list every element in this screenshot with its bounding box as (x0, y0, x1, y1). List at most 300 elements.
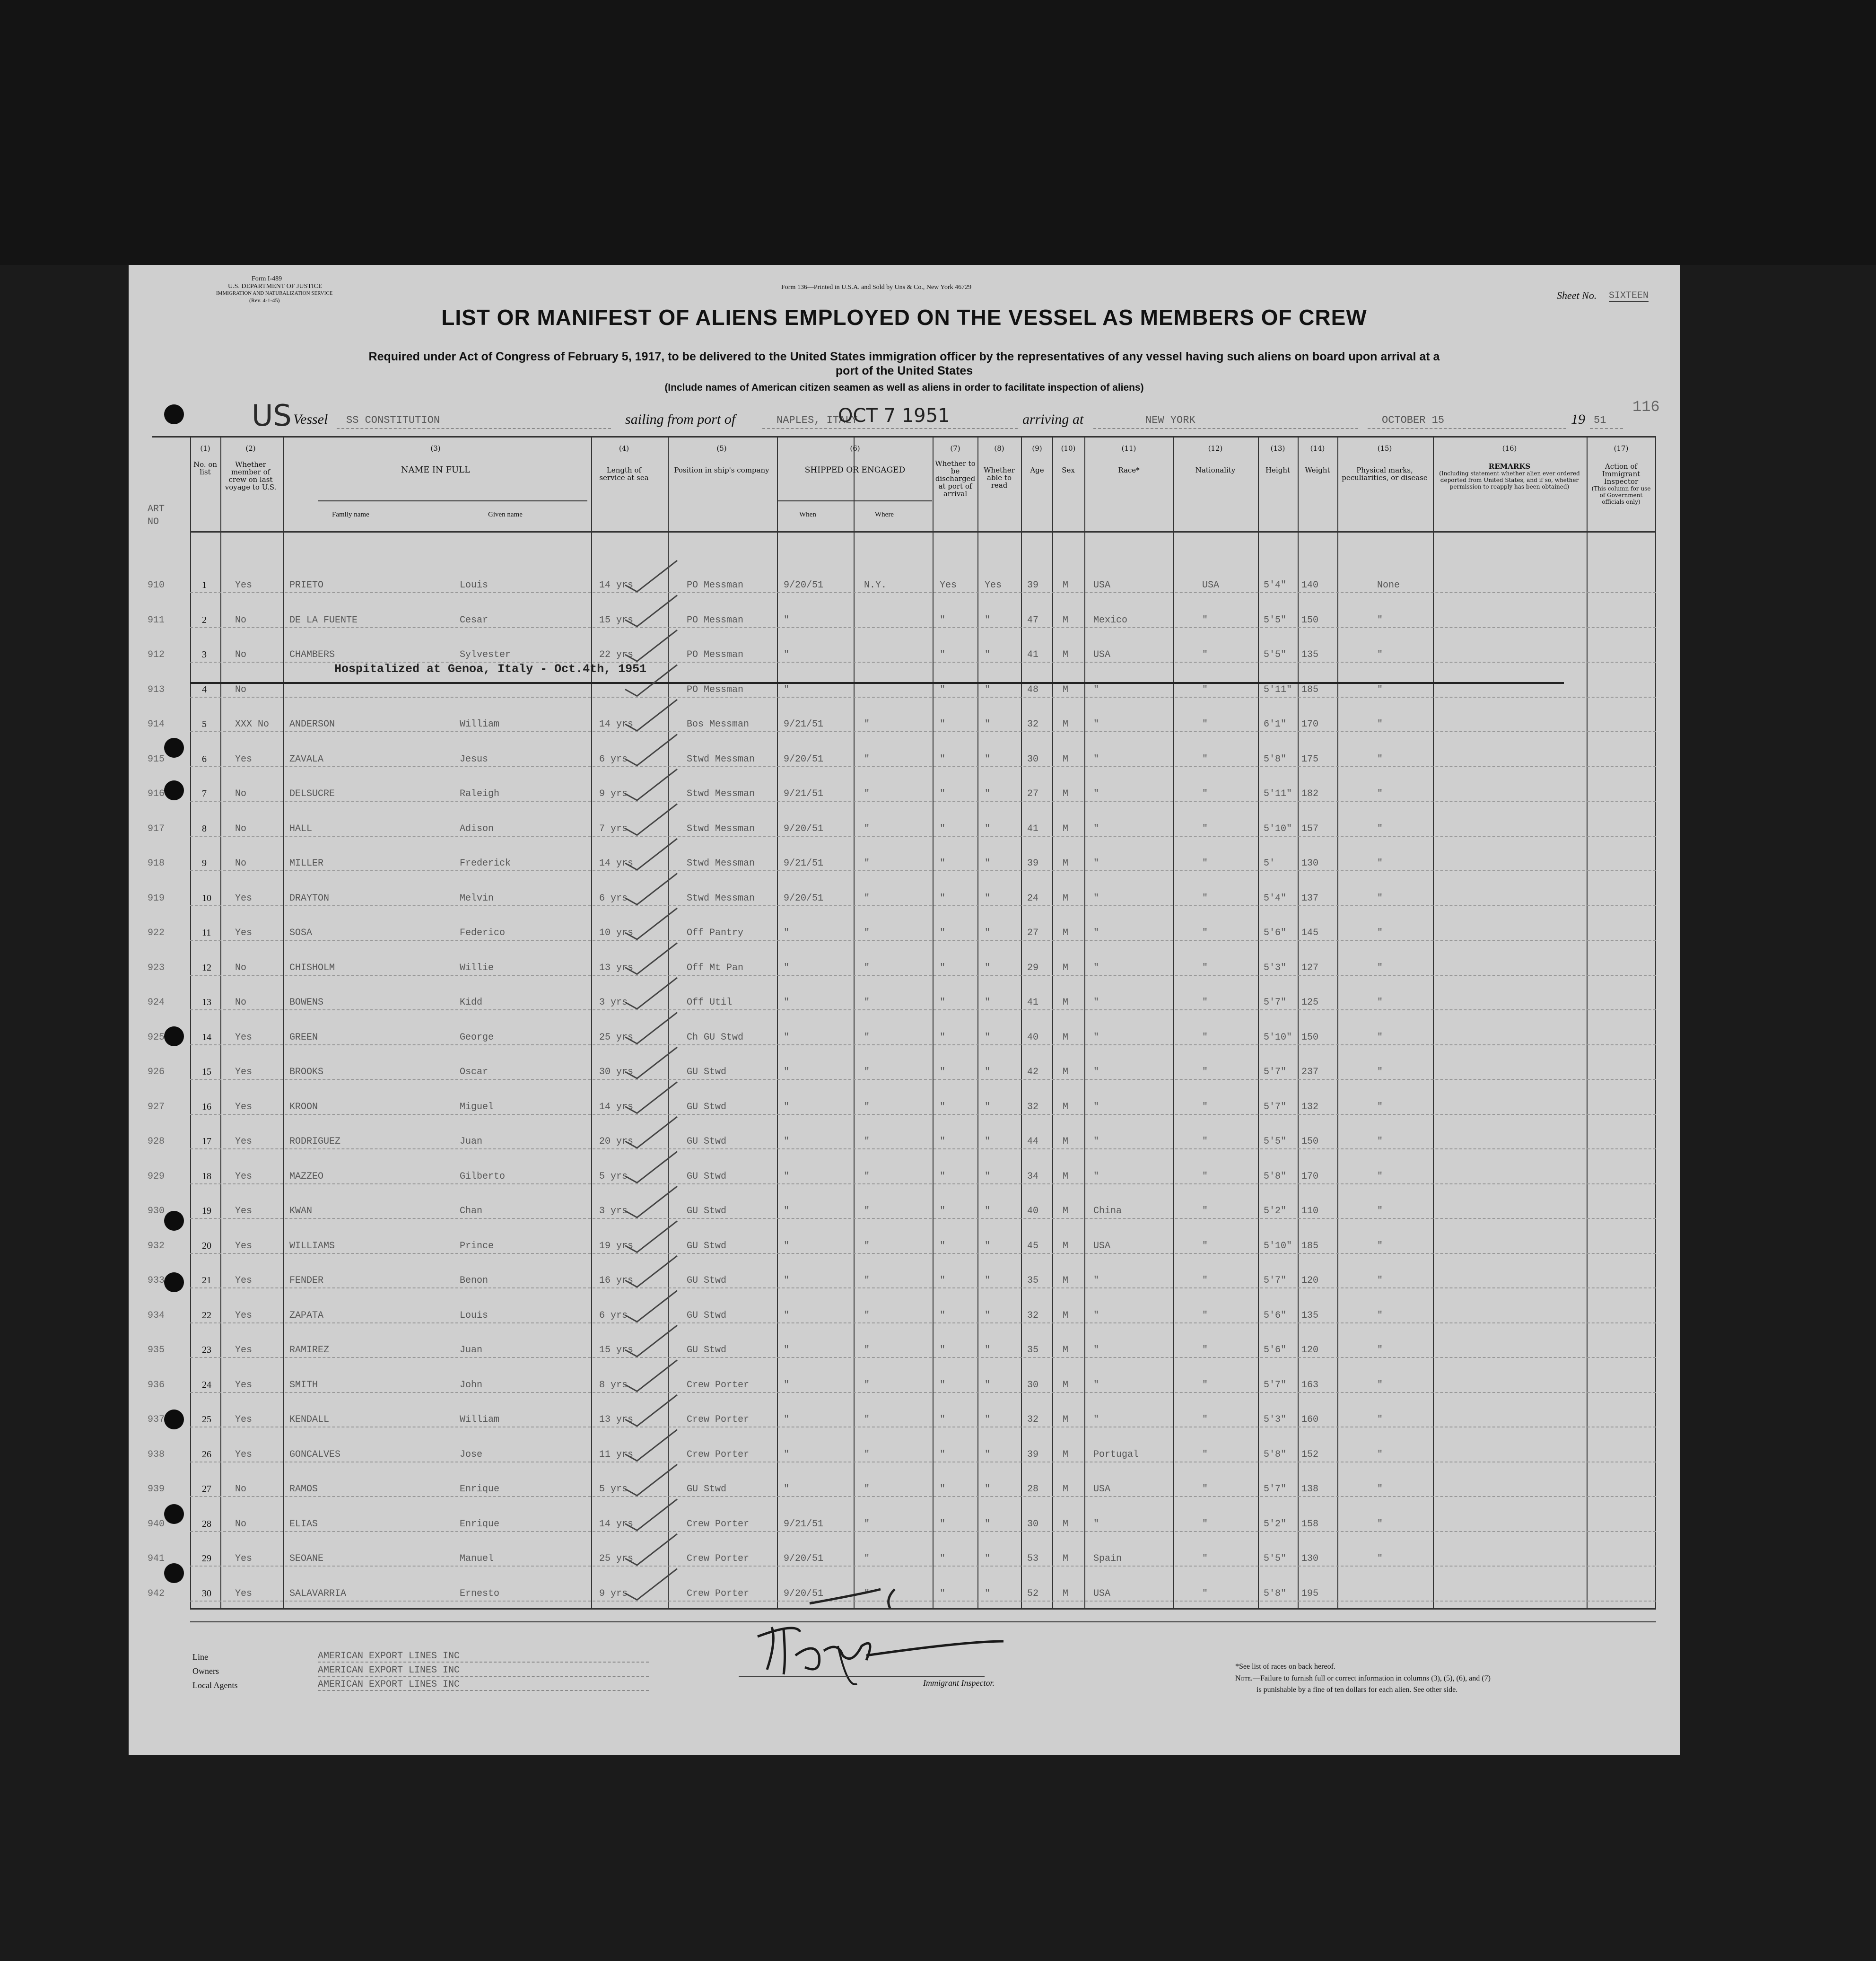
position: GU Stwd (687, 1310, 727, 1321)
age: 39 (1027, 858, 1039, 869)
position: Crew Porter (687, 1379, 750, 1391)
check-mark (625, 700, 677, 731)
race: USA (1093, 1588, 1111, 1599)
race: " (1093, 1518, 1099, 1530)
physical-marks: " (1377, 1136, 1383, 1147)
discharged: " (940, 1032, 946, 1043)
family-name: KENDALL (289, 1414, 330, 1425)
position: GU Stwd (687, 1345, 727, 1356)
physical-marks: " (1377, 1032, 1383, 1043)
race: " (1093, 753, 1099, 765)
weight: 132 (1301, 1101, 1319, 1112)
shipped-when: " (784, 1379, 790, 1391)
able-to-read: " (985, 1553, 991, 1564)
height: 5'8" (1264, 753, 1287, 765)
nationality: " (1202, 1310, 1208, 1321)
position: Off Util (687, 997, 733, 1008)
prev-voyage: Yes (235, 1136, 253, 1147)
given-name: Cesar (460, 614, 489, 626)
sex: M (1063, 823, 1069, 834)
nationality: " (1202, 1345, 1208, 1356)
art-number: 927 (148, 1101, 165, 1112)
position: GU Stwd (687, 1240, 727, 1252)
prev-voyage: Yes (235, 753, 253, 765)
arriving-port: NEW YORK (1145, 414, 1195, 426)
service-length: 25 yrs (599, 1032, 634, 1043)
family-name: GONCALVES (289, 1449, 341, 1460)
sex: M (1063, 1101, 1069, 1112)
service-length: 6 yrs (599, 893, 628, 904)
given-name: Manuel (460, 1553, 494, 1564)
art-number: 926 (148, 1067, 165, 1077)
nationality: " (1202, 928, 1208, 938)
service-length: 13 yrs (599, 962, 634, 973)
art-number: 910 (148, 580, 165, 591)
weight: 152 (1301, 1449, 1319, 1460)
weight: 158 (1301, 1518, 1319, 1530)
height: 5'8" (1264, 1588, 1287, 1599)
weight: 127 (1301, 962, 1319, 973)
given-name: Benon (460, 1275, 489, 1286)
shipped-when: " (784, 1032, 790, 1043)
position: Off Mt Pan (687, 962, 744, 973)
race: Portugal (1093, 1449, 1139, 1460)
sailing-port: NAPLES, ITALY (777, 414, 858, 426)
shipped-where: " (864, 1345, 870, 1356)
strike-note: Hospitalized at Genoa, Italy - Oct.4th, 1951 (334, 662, 647, 676)
family-name: ANDERSON (289, 719, 335, 730)
sex: M (1063, 1379, 1069, 1391)
weight: 130 (1301, 858, 1319, 869)
art-number: 932 (148, 1240, 165, 1252)
position: Crew Porter (687, 1449, 750, 1460)
row-number: 7 (202, 788, 207, 799)
col-label: Weight (1305, 466, 1330, 474)
prev-voyage: Yes (235, 1553, 253, 1564)
physical-marks: " (1377, 1553, 1383, 1564)
service-length: 7 yrs (599, 823, 628, 834)
row-number: 25 (202, 1414, 211, 1425)
col-num: (11) (1121, 444, 1136, 453)
col-num: (1) (200, 444, 210, 453)
service-length: 3 yrs (599, 1206, 628, 1217)
prev-voyage: No (235, 1484, 247, 1495)
discharged: " (940, 1310, 946, 1321)
sheet-number: SIXTEEN (1609, 290, 1649, 301)
height: 5'11" (1264, 788, 1292, 799)
row-number: 5 (202, 719, 207, 729)
age: 27 (1027, 788, 1039, 799)
col-label: Sex (1062, 466, 1075, 474)
date-stamp: OCT 7 1951 (838, 405, 950, 427)
family-name: SMITH (289, 1379, 318, 1391)
subtitle: Required under Act of Congress of February 5, 1917, to be delivered to the United States immigration officer by the representatives of any vessel having such aliens on board upon arrival at a (368, 350, 1440, 363)
shipped-where: " (864, 1206, 870, 1217)
family-name: DELSUCRE (289, 788, 335, 799)
check-mark (625, 804, 677, 835)
art-number: 924 (148, 997, 165, 1008)
nationality: " (1202, 614, 1208, 626)
age: 27 (1027, 928, 1039, 938)
age: 52 (1027, 1588, 1039, 1599)
given-name: Kidd (460, 997, 483, 1008)
row-number: 30 (202, 1588, 211, 1599)
discharged: " (940, 1136, 946, 1147)
sex: M (1063, 1484, 1069, 1495)
shipped-where: " (864, 1518, 870, 1530)
discharged: " (940, 1553, 946, 1564)
row-number: 28 (202, 1518, 211, 1529)
discharged: " (940, 649, 946, 660)
prev-voyage: No (235, 649, 247, 660)
shipped-where: " (864, 823, 870, 834)
weight: 135 (1301, 649, 1319, 660)
shipped-where: " (864, 1553, 870, 1564)
shipped-where: " (864, 1588, 870, 1599)
physical-marks: " (1377, 1518, 1383, 1530)
weight: 140 (1301, 580, 1319, 591)
height: 5'10" (1264, 1032, 1292, 1043)
position: GU Stwd (687, 1484, 727, 1495)
able-to-read: " (985, 649, 991, 660)
col-note: (Including statement whether alien ever ordered deported from United States, and if so, whether permission to reapply has been obtained) (1439, 470, 1580, 490)
col-label: Nationality (1195, 466, 1236, 474)
shipped-where: " (864, 788, 870, 799)
given-name: Frederick (460, 858, 511, 869)
col-label: Height (1265, 466, 1291, 474)
discharged: " (940, 997, 946, 1008)
family-name: PRIETO (289, 580, 324, 591)
height: 5' (1264, 858, 1275, 869)
weight: 185 (1301, 1240, 1319, 1252)
note-head: Note. (1235, 1674, 1253, 1682)
subtitle-port: port of the United States (835, 364, 973, 377)
discharged: " (940, 614, 946, 626)
service-length: 14 yrs (599, 1101, 634, 1112)
family-name: GREEN (289, 1032, 318, 1043)
shipped-when: " (784, 684, 790, 695)
age: 34 (1027, 1171, 1039, 1182)
able-to-read: Yes (985, 580, 1002, 591)
note-line-1 (1235, 1674, 1491, 1683)
shipped-where: " (864, 858, 870, 869)
check-marks (129, 265, 1680, 1755)
able-to-read: " (985, 858, 991, 869)
family-name: ZAVALA (289, 753, 324, 765)
physical-marks: " (1377, 1067, 1383, 1077)
shipped-when: 9/20/51 (784, 1588, 824, 1599)
prev-voyage: Yes (235, 1379, 253, 1391)
service: IMMIGRATION AND NATURALIZATION SERVICE (216, 290, 333, 296)
check-mark (625, 1395, 677, 1426)
given-name: Ernesto (460, 1588, 500, 1599)
col-label: NAME IN FULL (401, 465, 471, 475)
family-name: BOWENS (289, 997, 324, 1008)
prev-voyage: Yes (235, 1067, 253, 1077)
footer-agents-value: AMERICAN EXPORT LINES INC (318, 1679, 460, 1690)
given-name: Gilberto (460, 1171, 506, 1182)
service-length: 14 yrs (599, 580, 634, 591)
family-name: DRAYTON (289, 893, 330, 904)
given-name: Willie (460, 962, 494, 973)
age: 41 (1027, 823, 1039, 834)
service-length: 5 yrs (599, 1171, 628, 1182)
col-label: Whether member of crew on last voyage to U.S. (225, 460, 277, 491)
able-to-read: " (985, 684, 991, 695)
age: 42 (1027, 1067, 1039, 1077)
form-code: Form I-489 (252, 275, 282, 282)
prev-voyage: Yes (235, 1310, 253, 1321)
position: Ch GU Stwd (687, 1032, 744, 1043)
height: 5'7" (1264, 997, 1287, 1008)
age: 32 (1027, 1414, 1039, 1425)
row-number: 20 (202, 1240, 211, 1251)
col-num: (12) (1208, 444, 1223, 453)
family-name: CHISHOLM (289, 962, 335, 973)
row-number: 8 (202, 823, 207, 834)
physical-marks: " (1377, 649, 1383, 660)
sex: M (1063, 1206, 1069, 1217)
family-name: RODRIGUEZ (289, 1136, 341, 1147)
art-number: 928 (148, 1136, 165, 1147)
physical-marks: " (1377, 928, 1383, 938)
col-num: (10) (1061, 444, 1076, 453)
height: 5'11" (1264, 684, 1292, 695)
physical-marks: " (1377, 753, 1383, 765)
col-num: (3) (430, 444, 441, 453)
races-note: *See list of races on back hereof. (1235, 1663, 1335, 1671)
able-to-read: " (985, 1101, 991, 1112)
rule (318, 1690, 649, 1691)
service-length: 14 yrs (599, 858, 634, 869)
col-num: (5) (716, 444, 727, 453)
discharged: " (940, 684, 946, 695)
height: 5'7" (1264, 1275, 1287, 1286)
height: 5'7" (1264, 1067, 1287, 1077)
weight: 130 (1301, 1553, 1319, 1564)
able-to-read: " (985, 1206, 991, 1217)
art-number: 916 (148, 788, 165, 799)
prev-voyage: Yes (235, 928, 253, 938)
inspector-label: Immigrant Inspector. (923, 1678, 995, 1688)
physical-marks: " (1377, 1206, 1383, 1217)
weight: 195 (1301, 1588, 1319, 1599)
nationality: " (1202, 1206, 1208, 1217)
height: 5'6" (1264, 1310, 1287, 1321)
position: PO Messman (687, 649, 744, 660)
shipped-when: 9/21/51 (784, 788, 824, 799)
footer-line-value: AMERICAN EXPORT LINES INC (318, 1651, 460, 1662)
col-num: (7) (950, 444, 960, 453)
sex: M (1063, 788, 1069, 799)
check-mark (625, 769, 677, 800)
prev-voyage: Yes (235, 1240, 253, 1252)
given-name: Raleigh (460, 788, 500, 799)
position: GU Stwd (687, 1101, 727, 1112)
shipped-where: " (864, 1484, 870, 1495)
prev-voyage: Yes (235, 1345, 253, 1356)
shipped-when: 9/20/51 (784, 893, 824, 904)
art-no-label: ART (148, 504, 165, 515)
service-length: 19 yrs (599, 1240, 634, 1252)
sex: M (1063, 649, 1069, 660)
given-name: Chan (460, 1206, 483, 1217)
shipped-when: " (784, 928, 790, 938)
age: 48 (1027, 684, 1039, 695)
physical-marks: " (1377, 1484, 1383, 1495)
art-no-label: NO (148, 517, 159, 527)
able-to-read: " (985, 1032, 991, 1043)
check-mark (625, 1117, 677, 1148)
position: Stwd Messman (687, 858, 755, 869)
shipped-when: " (784, 1136, 790, 1147)
printer-note: Form 136—Printed in U.S.A. and Sold by Uns & Co., New York 46729 (781, 284, 972, 291)
shipped-when: 9/20/51 (784, 1553, 824, 1564)
shipped-when: " (784, 1484, 790, 1495)
col-num: (14) (1310, 444, 1325, 453)
family-name: KWAN (289, 1206, 313, 1217)
prev-voyage: Yes (235, 580, 253, 591)
col-label: Action of Immigrant Inspector (1602, 462, 1640, 486)
col-given-name: Given name (488, 511, 523, 518)
col-num: (17) (1614, 444, 1629, 453)
art-number: 918 (148, 858, 165, 869)
shipped-where: " (864, 1032, 870, 1043)
service-length: 20 yrs (599, 1136, 634, 1147)
sex: M (1063, 614, 1069, 626)
sex: M (1063, 893, 1069, 904)
position: Stwd Messman (687, 788, 755, 799)
age: 47 (1027, 614, 1039, 626)
height: 5'10" (1264, 1240, 1292, 1252)
prev-voyage: Yes (235, 1588, 253, 1599)
physical-marks: " (1377, 719, 1383, 730)
position: Stwd Messman (687, 823, 755, 834)
position: Crew Porter (687, 1553, 750, 1564)
col-where: Where (875, 511, 894, 518)
discharged: " (940, 1101, 946, 1112)
col-num: (9) (1032, 444, 1042, 453)
shipped-where: " (864, 928, 870, 938)
nationality: " (1202, 962, 1208, 973)
position: Crew Porter (687, 1588, 750, 1599)
col-num: (4) (619, 444, 629, 453)
check-mark (625, 1047, 677, 1078)
col-when: When (799, 511, 816, 518)
check-mark (625, 1013, 677, 1044)
family-name: DE LA FUENTE (289, 614, 358, 626)
check-mark (625, 1464, 677, 1496)
shipped-where: " (864, 1275, 870, 1286)
nationality: " (1202, 788, 1208, 799)
shipped-when: 9/20/51 (784, 823, 824, 834)
prev-voyage: No (235, 788, 247, 799)
race: " (1093, 928, 1099, 938)
given-name: Louis (460, 580, 489, 591)
given-name: Sylvester (460, 649, 511, 660)
sex: M (1063, 1275, 1069, 1286)
able-to-read: " (985, 1310, 991, 1321)
physical-marks: " (1377, 614, 1383, 626)
art-number: 923 (148, 962, 165, 973)
sex: M (1063, 1032, 1069, 1043)
row-number: 11 (202, 928, 211, 938)
family-name: SEOANE (289, 1553, 324, 1564)
service-length: 22 yrs (599, 649, 634, 660)
discharged: " (940, 1171, 946, 1182)
able-to-read: " (985, 1067, 991, 1077)
shipped-where: " (864, 753, 870, 765)
position: GU Stwd (687, 1206, 727, 1217)
service-length: 8 yrs (599, 1379, 628, 1391)
race: " (1093, 1032, 1099, 1043)
race: USA (1093, 580, 1111, 591)
row-number: 24 (202, 1379, 211, 1390)
weight: 137 (1301, 893, 1319, 904)
shipped-where: " (864, 1240, 870, 1252)
nationality: " (1202, 1240, 1208, 1252)
sex: M (1063, 1553, 1069, 1564)
age: 44 (1027, 1136, 1039, 1147)
given-name: Jesus (460, 753, 489, 765)
given-name: George (460, 1032, 494, 1043)
check-mark (625, 908, 677, 939)
age: 45 (1027, 1240, 1039, 1252)
year-label: 19 (1571, 411, 1585, 427)
height: 5'4" (1264, 580, 1287, 591)
shipped-where: N.Y. (864, 580, 887, 591)
physical-marks: " (1377, 997, 1383, 1008)
check-mark (625, 735, 677, 766)
discharged: " (940, 823, 946, 834)
weight: 145 (1301, 928, 1319, 938)
discharged: " (940, 893, 946, 904)
sex: M (1063, 1171, 1069, 1182)
weight: 135 (1301, 1310, 1319, 1321)
shipped-when: " (784, 1067, 790, 1077)
nationality: " (1202, 893, 1208, 904)
able-to-read: " (985, 997, 991, 1008)
weight: 120 (1301, 1275, 1319, 1286)
row-number: 22 (202, 1310, 211, 1321)
art-number: 941 (148, 1553, 165, 1564)
height: 5'2" (1264, 1206, 1287, 1217)
service-length: 11 yrs (599, 1449, 634, 1460)
age: 24 (1027, 893, 1039, 904)
nationality: " (1202, 1101, 1208, 1112)
col-num: (2) (245, 444, 256, 453)
row-number: 9 (202, 858, 207, 868)
check-mark (625, 1534, 677, 1565)
footer-agents-label: Local Agents (192, 1681, 238, 1690)
age: 41 (1027, 997, 1039, 1008)
age: 32 (1027, 1101, 1039, 1112)
weight: 160 (1301, 1414, 1319, 1425)
race: " (1093, 1171, 1099, 1182)
given-name: Oscar (460, 1067, 489, 1077)
art-number: 933 (148, 1275, 165, 1286)
shipped-where: " (864, 1171, 870, 1182)
able-to-read: " (985, 1588, 991, 1599)
sex: M (1063, 1588, 1069, 1599)
sex: M (1063, 1136, 1069, 1147)
position: Stwd Messman (687, 753, 755, 765)
family-name: WILLIAMS (289, 1240, 335, 1252)
able-to-read: " (985, 893, 991, 904)
shipped-where: " (864, 1136, 870, 1147)
check-mark (625, 1221, 677, 1252)
sex: M (1063, 1449, 1069, 1460)
